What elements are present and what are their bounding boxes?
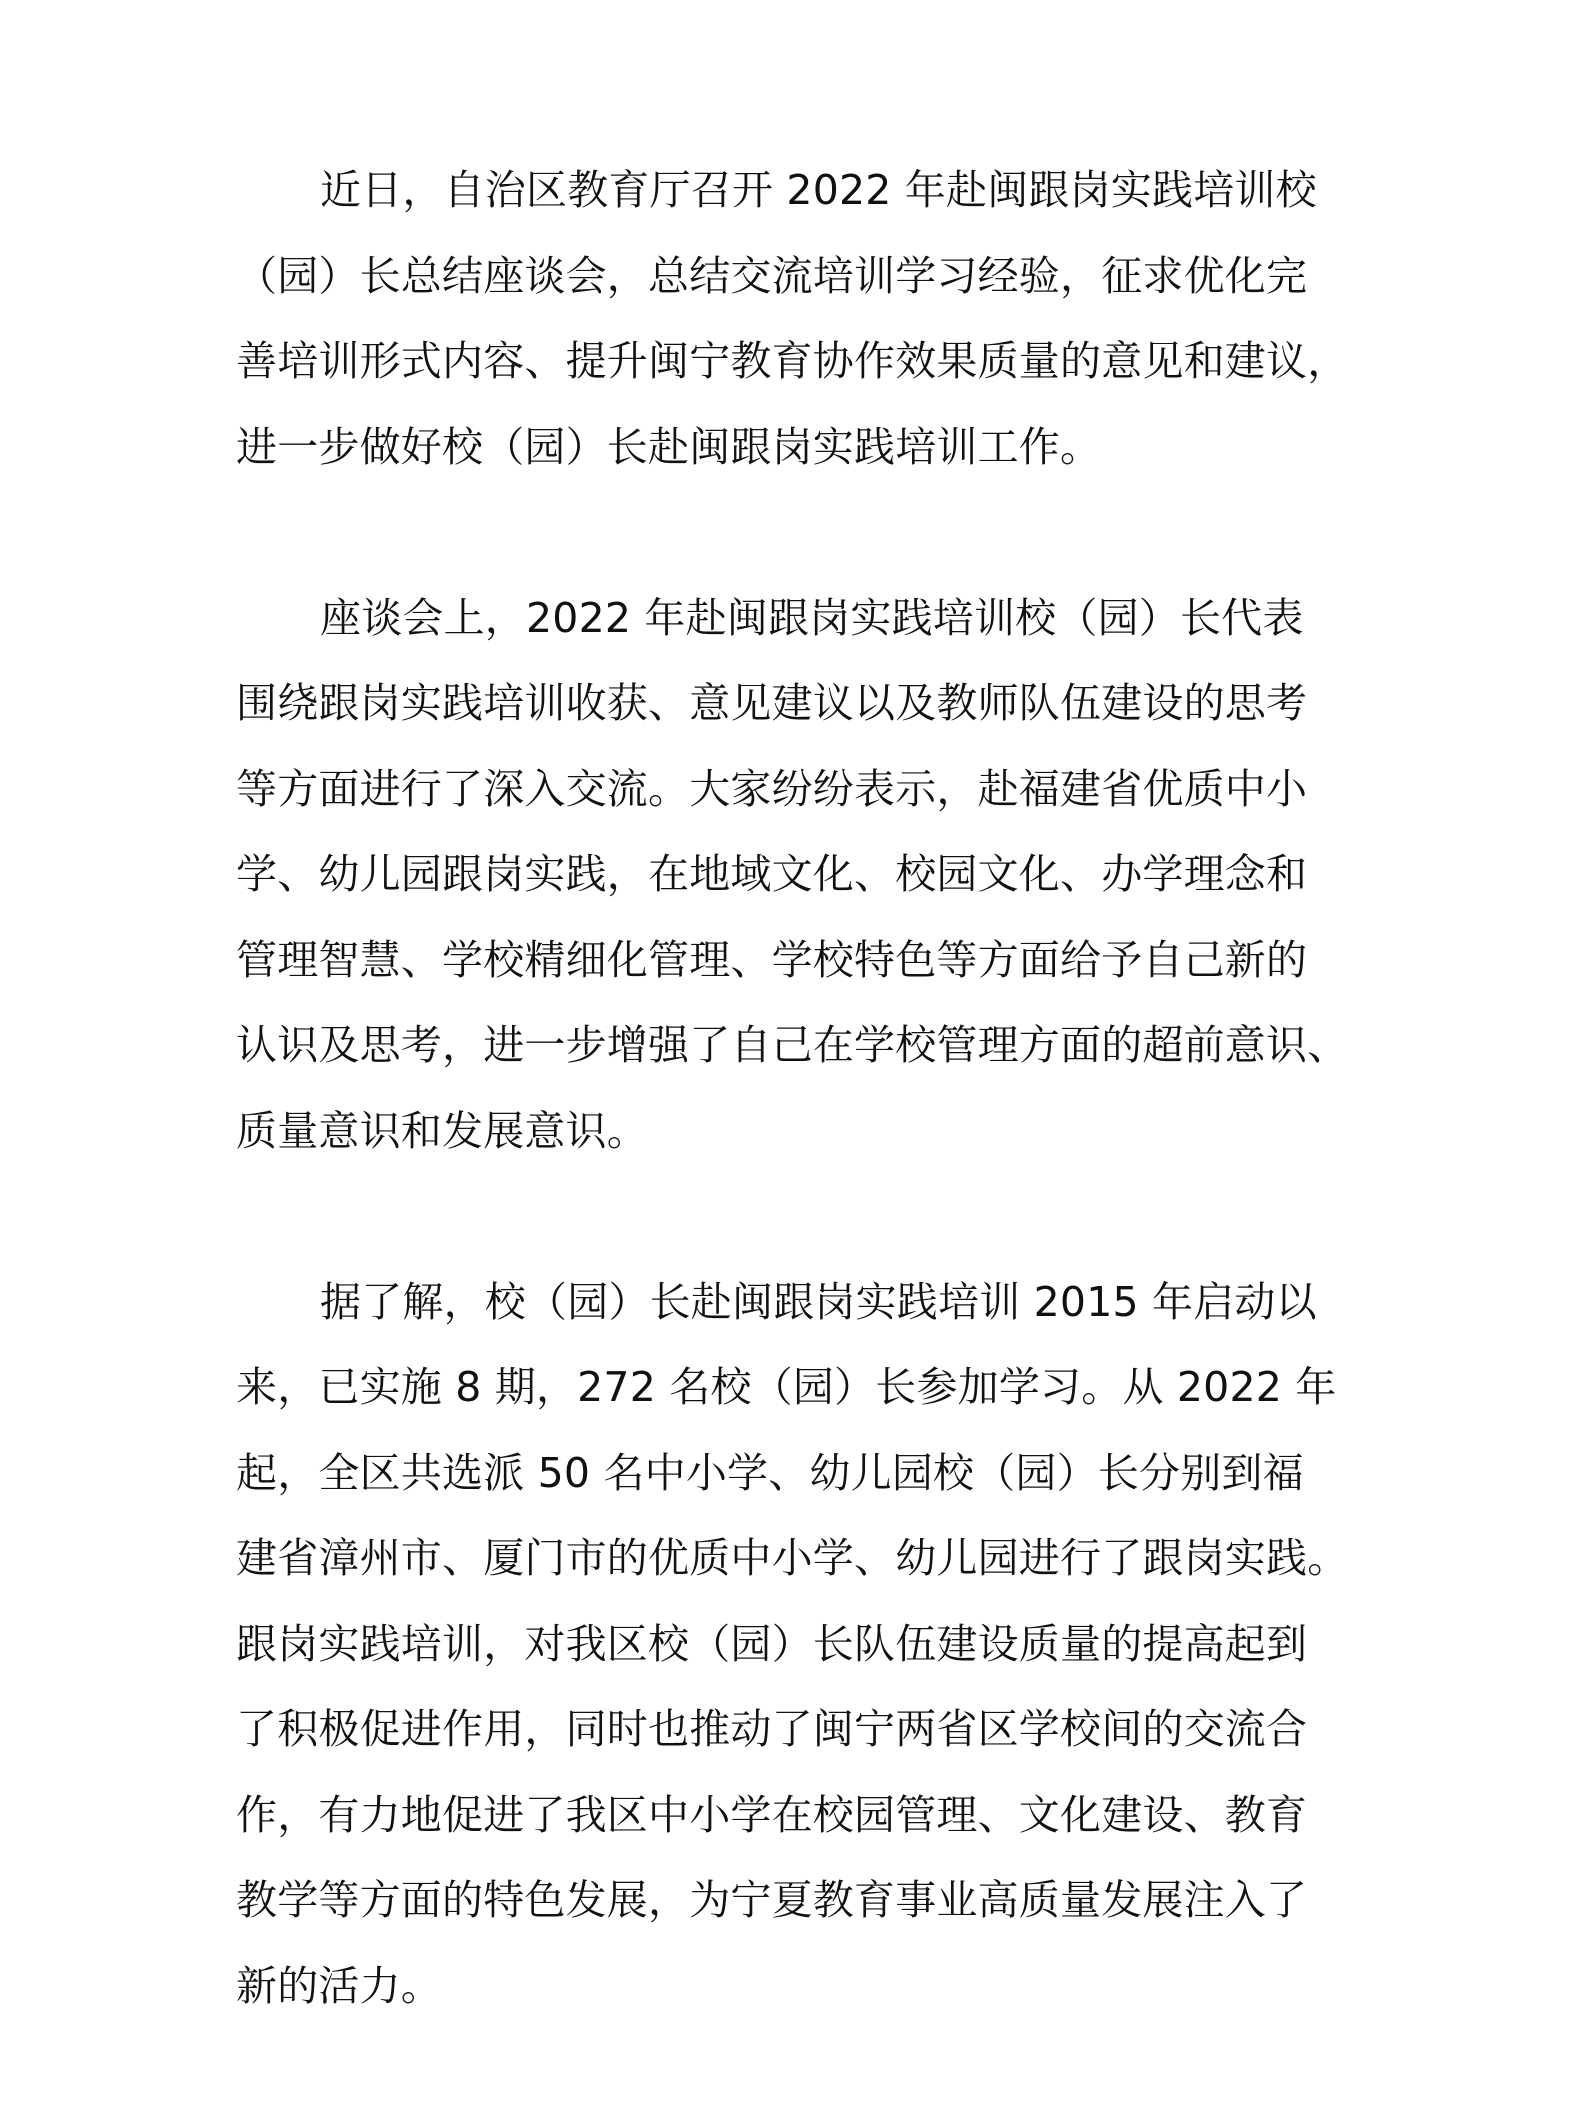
paragraph-line: 认识及思考，进一步增强了自己在学校管理方面的超前意识、 [236,1021,1349,1069]
paragraph-line: 善培训形式内容、提升闽宁教育协作效果质量的意见和建议， [236,337,1349,385]
paragraph-line: 作，有力地促进了我区中小学在校园管理、文化建设、教育 [236,1790,1308,1839]
paragraph-line: 围绕跟岗实践培训收获、意见建议以及教师队伍建设的思考 [236,679,1308,727]
paragraph-spacer [236,1174,1356,1260]
paragraph-line: 据了解，校（园）长赴闽跟岗实践培训 2015 年启动以 [320,1277,1317,1326]
paragraph-line: （园）长总结座谈会，总结交流培训学习经验，征求优化完 [236,251,1308,300]
paragraph-line: 来，已实施 8 期，272 名校（园）长参加学习。从 2022 年 [236,1363,1337,1411]
paragraph-line: 近日，自治区教育厅召开 2022 年赴闽跟岗实践培训校 [320,166,1317,214]
paragraph-2 [236,576,1356,1175]
paragraph-line: 教学等方面的特色发展，为宁夏教育事业高质量发展注入了 [236,1876,1308,1924]
article-body [236,148,1356,2029]
paragraph-line: 建省漳州市、厦门市的优质中小学、幼儿园进行了跟岗实践。 [236,1534,1349,1582]
paragraph-line: 新的活力。 [236,1961,442,2010]
paragraph-line: 进一步做好校（园）长赴闽跟岗实践培训工作。 [236,422,1102,471]
paragraph-line: 等方面进行了深入交流。大家纷纷表示，赴福建省优质中小 [236,764,1308,813]
paragraph-line: 学、幼儿园跟岗实践，在地域文化、校园文化、办学理念和 [236,850,1308,898]
paragraph-line: 质量意识和发展意识。 [236,1106,648,1155]
paragraph-line: 起，全区共选派 50 名中小学、幼儿园校（园）长分别到福 [236,1448,1304,1497]
paragraph-line: 座谈会上，2022 年赴闽跟岗实践培训校（园）长代表 [320,593,1304,642]
paragraph-line: 跟岗实践培训，对我区校（园）长队伍建设质量的提高起到 [236,1619,1308,1668]
paragraph-3 [236,1260,1356,2030]
paragraph-line: 了积极促进作用，同时也推动了闽宁两省区学校间的交流合 [236,1705,1308,1753]
paragraph-1 [236,148,1356,490]
paragraph-spacer [236,490,1356,576]
paragraph-line: 管理智慧、学校精细化管理、学校特色等方面给予自己新的 [236,935,1308,984]
